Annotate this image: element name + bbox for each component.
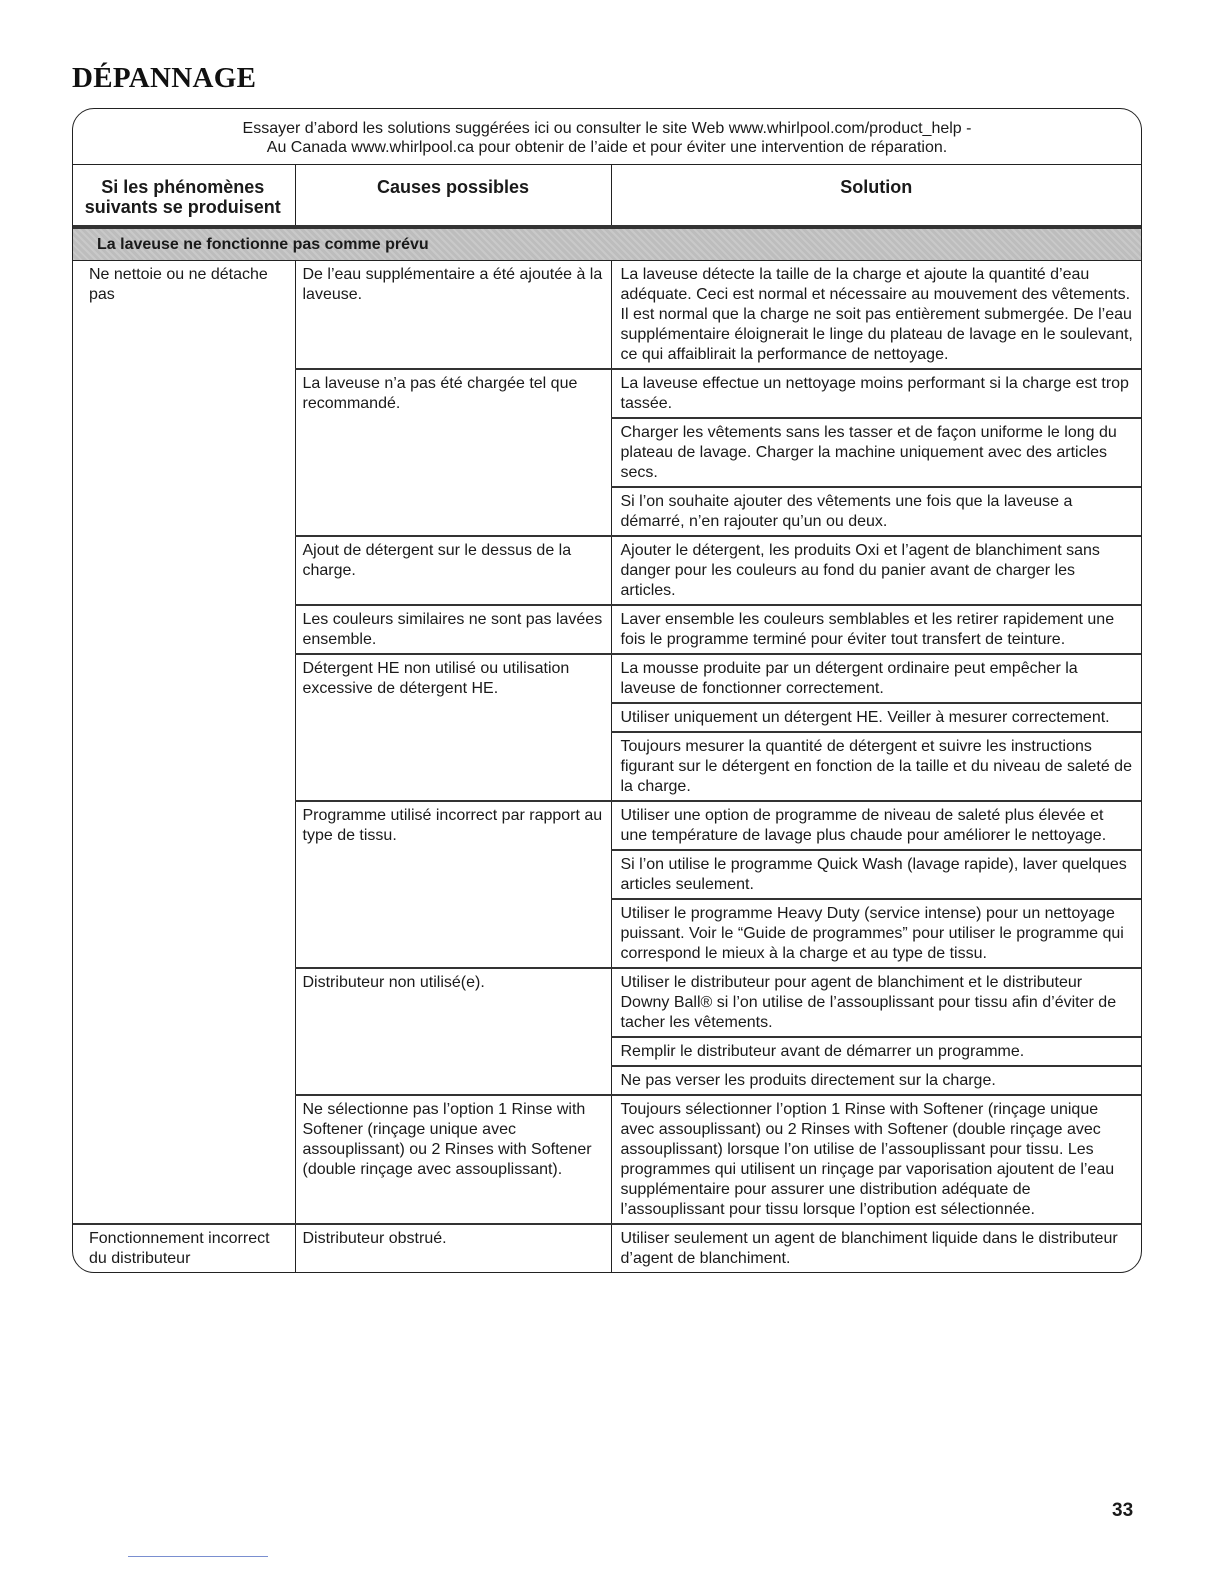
solution-cell: Si l’on utilise le programme Quick Wash (lavage rapide), laver quelques articles seulement. (611, 850, 1141, 899)
cause-cell: Ne sélectionne pas l’option 1 Rinse with Softener (rinçage unique avec assouplissant) ou 2 Rinses with Softener (double rinçage avec assouplissant). (295, 1095, 611, 1224)
solution-cell: La mousse produite par un détergent ordinaire peut empêcher la laveuse de fonctionner correctement. (611, 654, 1141, 703)
cause-cell: Détergent HE non utilisé ou utilisation excessive de détergent HE. (295, 654, 611, 801)
page-title: DÉPANNAGE (72, 62, 257, 94)
cause-cell: Programme utilisé incorrect par rapport au type de tissu. (295, 801, 611, 968)
section-row (73, 227, 1141, 261)
cause-cell: Distributeur obstrué. (295, 1224, 611, 1272)
symptom-cell: Ne nettoie ou ne détache pas (73, 261, 295, 1225)
header-cause: Causes possibles (295, 165, 611, 227)
solution-cell: Utiliser uniquement un détergent HE. Veiller à mesurer correctement. (611, 703, 1141, 732)
cause-cell: La laveuse n’a pas été chargée tel que recommandé. (295, 369, 611, 536)
intro-line-1: Essayer d’abord les solutions suggérées ici ou consulter le site Web www.whirlpool.com/product_help - (242, 120, 972, 137)
troubleshooting-frame (72, 108, 1142, 1273)
symptom-cell: Fonctionnement incorrect du distributeur (73, 1224, 295, 1272)
solution-cell: Utiliser le programme Heavy Duty (service intense) pour un nettoyage puissant. Voir le “Guide de programmes” pour utiliser le programme qui correspond le mieux à la charge et au type de tissu. (611, 899, 1141, 968)
footer-divider (128, 1556, 268, 1557)
header-symptom: Si les phénomènes suivants se produisent (73, 165, 295, 227)
solution-cell: Utiliser seulement un agent de blanchiment liquide dans le distributeur d’agent de blanchiment. (611, 1224, 1141, 1272)
solution-cell: La laveuse effectue un nettoyage moins performant si la charge est trop tassée. (611, 369, 1141, 418)
table-header-row (73, 165, 1141, 227)
solution-cell: Laver ensemble les couleurs semblables et les retirer rapidement une fois le programme terminé pour éviter tout transfert de teinture. (611, 605, 1141, 654)
troubleshooting-table (73, 165, 1141, 1272)
solution-cell: Toujours mesurer la quantité de détergent et suivre les instructions figurant sur le détergent en fonction de la taille et du niveau de saleté de la charge. (611, 732, 1141, 801)
solution-cell: Ajouter le détergent, les produits Oxi et l’agent de blanchiment sans danger pour les couleurs au fond du panier avant de charger les articles. (611, 536, 1141, 605)
cause-cell: Distributeur non utilisé(e). (295, 968, 611, 1095)
table-row (73, 1224, 1141, 1272)
cause-cell: De l’eau supplémentaire a été ajoutée à la laveuse. (295, 261, 611, 370)
page-number: 33 (1112, 1500, 1134, 1521)
section-title: La laveuse ne fonctionne pas comme prévu (73, 227, 1141, 261)
solution-cell: Utiliser une option de programme de niveau de saleté plus élevée et une température de lavage plus chaude pour améliorer le nettoyage. (611, 801, 1141, 850)
intro-note (73, 109, 1141, 165)
solution-cell: Si l’on souhaite ajouter des vêtements une fois que la laveuse a démarré, n’en rajouter qu’un ou deux. (611, 487, 1141, 536)
cause-cell: Les couleurs similaires ne sont pas lavées ensemble. (295, 605, 611, 654)
solution-cell: Ne pas verser les produits directement sur la charge. (611, 1066, 1141, 1095)
solution-cell: La laveuse détecte la taille de la charge et ajoute la quantité d’eau adéquate. Ceci est normal et nécessaire au mouvement des vêtements. Il est normal que la charge ne soit pas entièrement submergée. De l’eau supplémentaire éloignerait le linge du plateau de lavage en le soulevant, ce qui affaiblirait la performance de nettoyage. (620, 266, 1133, 363)
solution-cell: Remplir le distributeur avant de démarrer un programme. (611, 1037, 1141, 1066)
cause-cell: Ajout de détergent sur le dessus de la charge. (295, 536, 611, 605)
header-solution: Solution (611, 165, 1141, 227)
table-row (73, 261, 1141, 370)
solution-cell: Utiliser le distributeur pour agent de blanchiment et le distributeur Downy Ball® si l’on utilise de l’assouplissant pour tissu afin d’éviter de tacher les vêtements. (611, 968, 1141, 1037)
solution-cell: Charger les vêtements sans les tasser et de façon uniforme le long du plateau de lavage. Charger la machine uniquement avec des articles secs. (611, 418, 1141, 487)
solution-cell: Toujours sélectionner l’option 1 Rinse with Softener (rinçage unique avec assouplissant) ou 2 Rinses with Softener (double rinçage avec assouplissant) lorsque l’on utilise de l’assouplissant pour tissu. Les programmes qui utilisent un rinçage par vaporisation ajoutent de l’eau supplémentaire pour assurer une distribution adéquate de l’assouplissant pour tissu lorsque l’option est sélectionnée. (611, 1095, 1141, 1224)
intro-line-2: Au Canada www.whirlpool.ca pour obtenir de l’aide et pour éviter une intervention de réparation. (266, 139, 948, 156)
